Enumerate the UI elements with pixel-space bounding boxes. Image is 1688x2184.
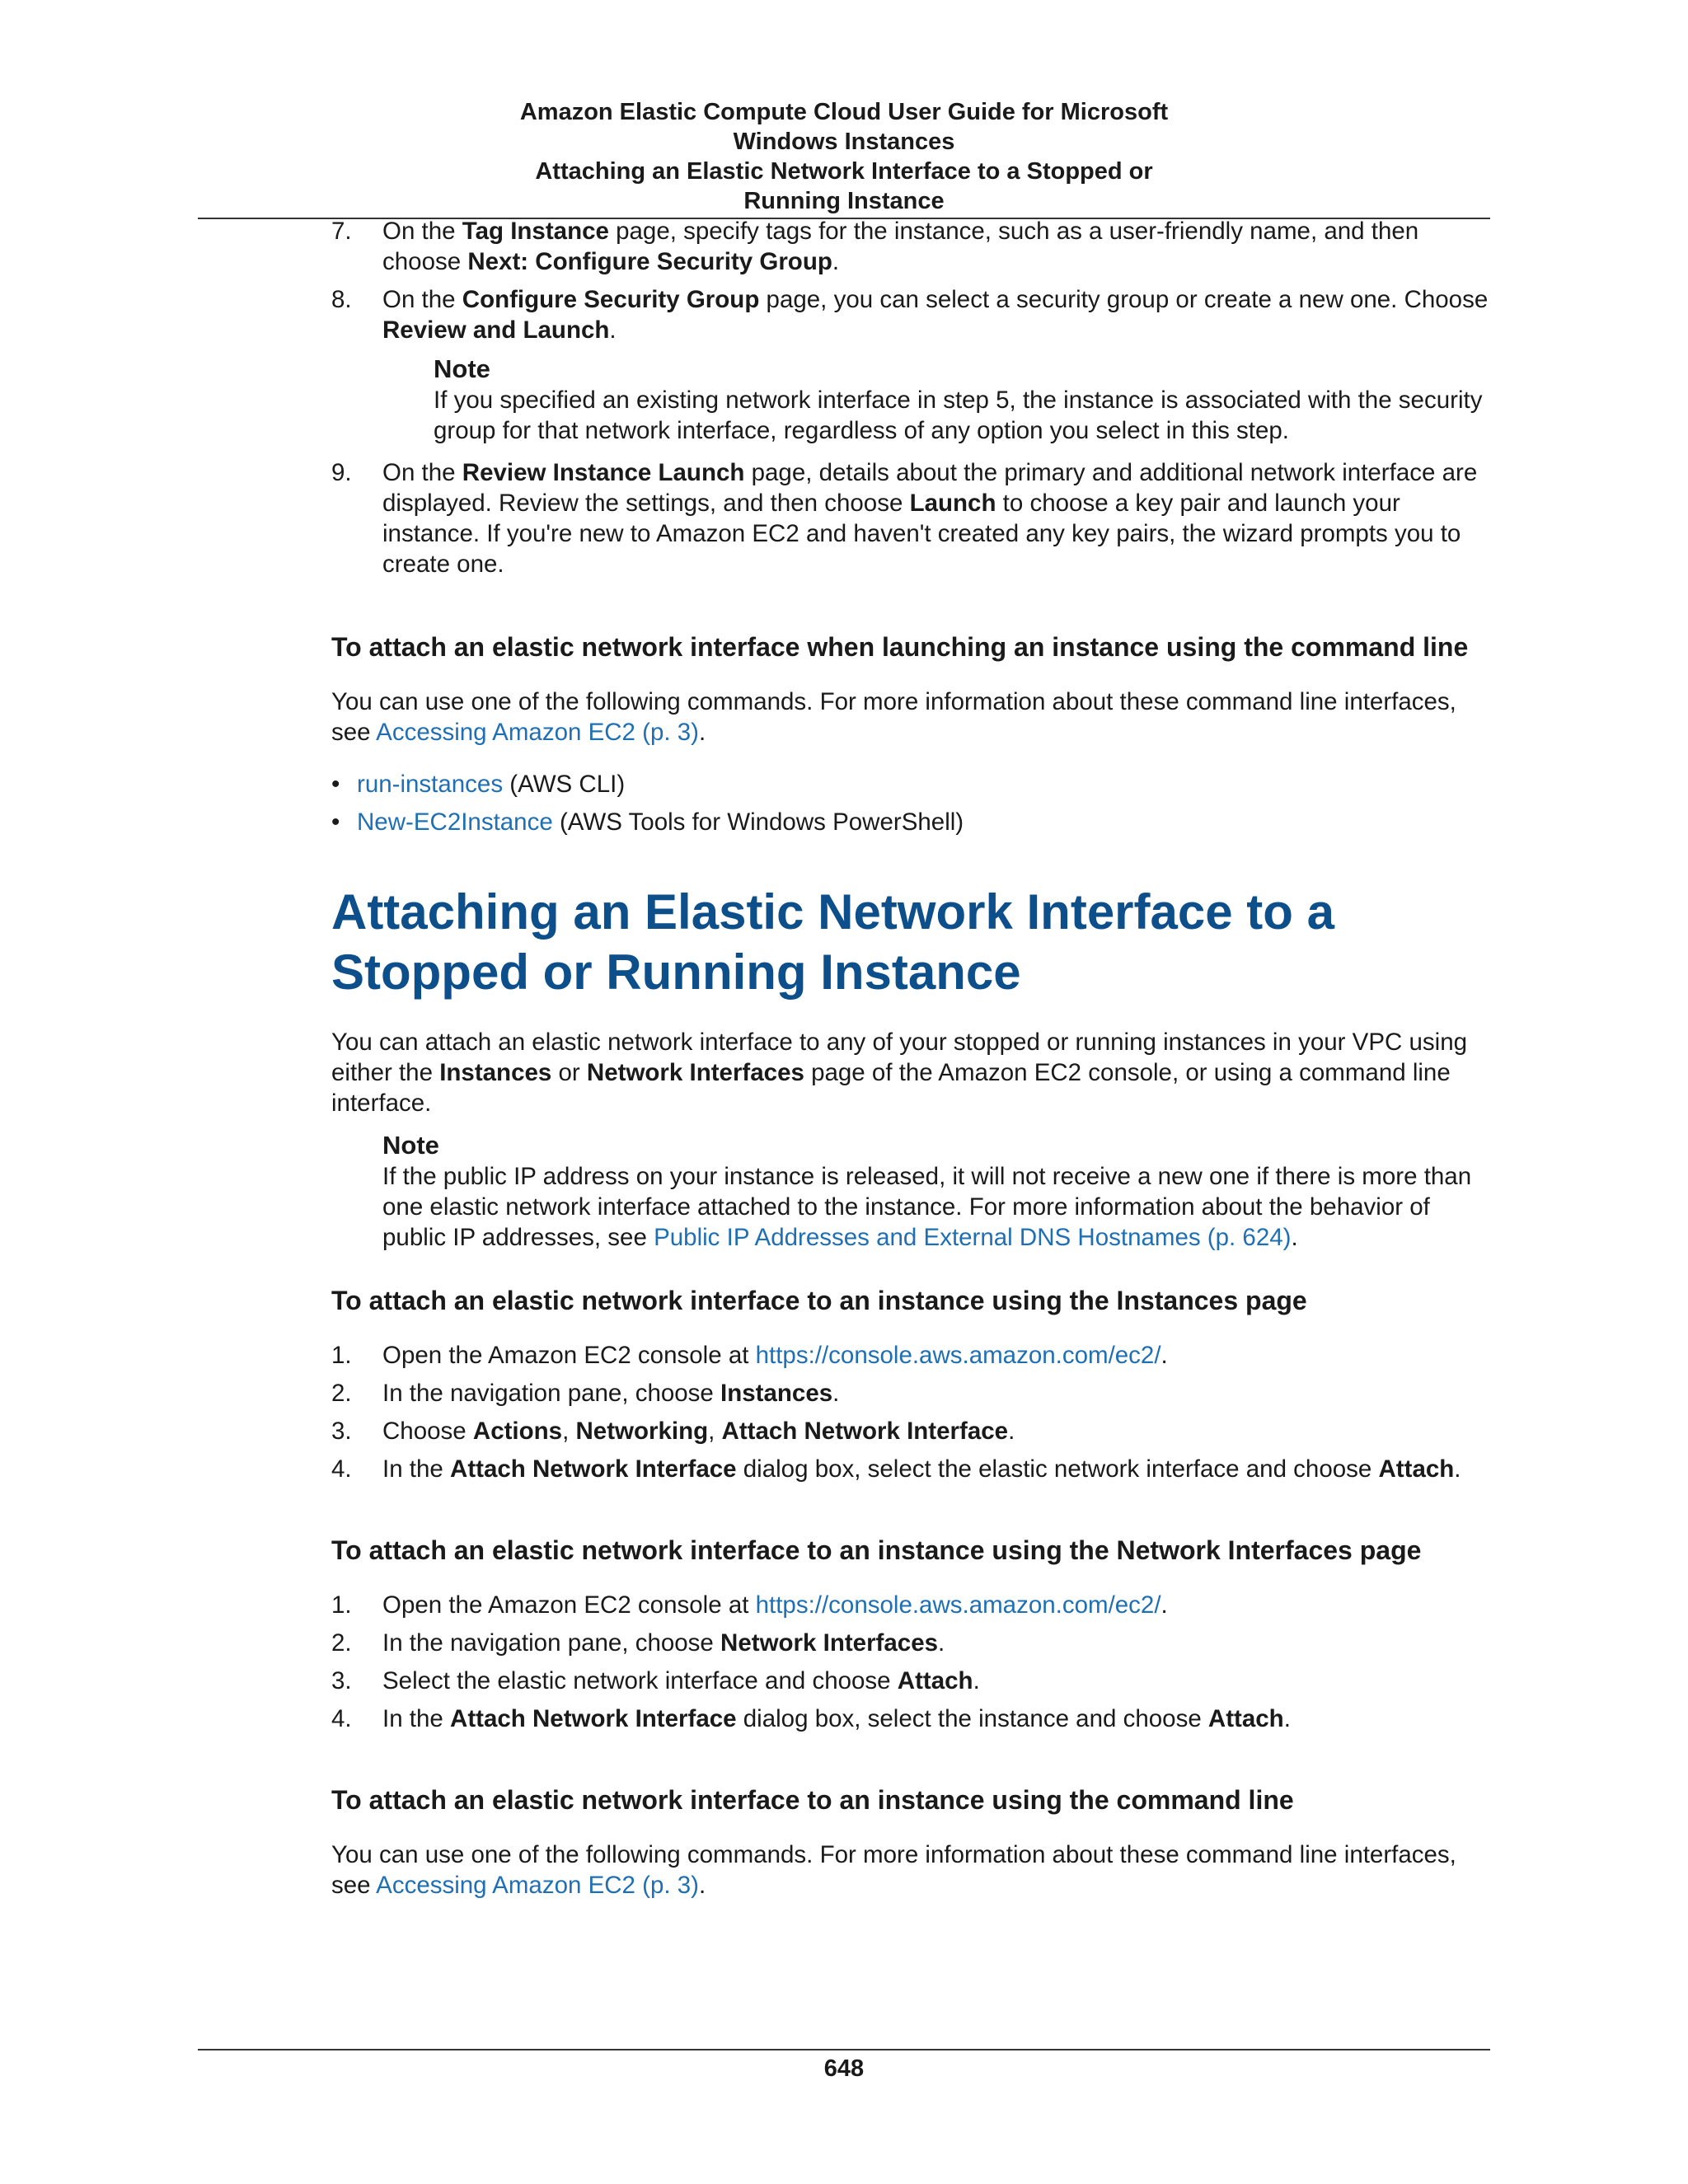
list-item: • run-instances (AWS CLI) [331, 771, 626, 798]
list-item: 3. Choose Actions, Networking, Attach Network Interface. [331, 1418, 1015, 1445]
list-item: 4. In the Attach Network Interface dialog box, select the instance and choose Attach. [331, 1705, 1291, 1732]
list-item: 8. On the Configure Security Group page, you can select a security group or create a new one. Choose Review and Launch. Note If you specified an existing network interface in step 5, the instance is associated with the security group for that network interface, regardless of any option you select in this step. [331, 284, 1490, 446]
note-text: If you specified an existing network interface in step 5, the instance is associated with the security group for that network interface, regardless of any option you select in this step. [434, 387, 1483, 444]
page-number: 648 [823, 2055, 865, 2082]
note-block [382, 1130, 1490, 1253]
page-content [331, 216, 1490, 1900]
paragraph: You can use one of the following commands. For more information about these command line interfaces, see Accessing Amazon EC2 (p. 3). [331, 1841, 1456, 1899]
list-item: 3. Select the elastic network interface and choose Attach. [331, 1667, 980, 1694]
link-new-ec2instance[interactable]: New-EC2Instance [357, 808, 553, 836]
command-list [331, 769, 1490, 837]
header-line-1: Amazon Elastic Compute Cloud User Guide for Microsoft [519, 99, 1169, 125]
list-item: 2. In the navigation pane, choose Instances. [331, 1380, 840, 1407]
list-item: 1. Open the Amazon EC2 console at https://console.aws.amazon.com/ec2/. [331, 1591, 1168, 1619]
header-line-3: Attaching an Elastic Network Interface to a Stopped or [535, 158, 1153, 185]
link-public-ip-addresses[interactable]: Public IP Addresses and External DNS Hostnames (p. 624) [654, 1224, 1292, 1251]
paragraph: You can attach an elastic network interface to any of your stopped or running instances in your VPC using either the Instances or Network Interfaces page of the Amazon EC2 console, or using a command line interface. [331, 1029, 1468, 1117]
paragraph: You can use one of the following commands. For more information about these command line interfaces, see Accessing Amazon EC2 (p. 3). [331, 688, 1456, 746]
procedure-heading-launch-cli: To attach an elastic network interface when launching an instance using the command line [331, 632, 1469, 662]
running-header [198, 97, 1490, 216]
procedure-heading-network-interfaces-page: To attach an elastic network interface to an instance using the Network Interfaces page [331, 1535, 1422, 1565]
procedure-heading-attach-cli: To attach an elastic network interface to an instance using the command line [331, 1785, 1294, 1815]
link-accessing-ec2[interactable]: Accessing Amazon EC2 (p. 3) [376, 1872, 700, 1899]
bullet-icon: • [331, 771, 340, 798]
section-title: Attaching an Elastic Network Interface to a Stopped or Running Instance [331, 884, 1334, 1000]
procedure-heading-instances-page: To attach an elastic network interface to an instance using the Instances page [331, 1286, 1307, 1315]
link-ec2-console[interactable]: https://console.aws.amazon.com/ec2/ [755, 1342, 1161, 1369]
footer-rule [198, 2049, 1490, 2050]
note-text: If the public IP address on your instance is released, it will not receive a new one if there is more than one elastic network interface attached to the instance. For more information about the behavior of public IP addresses, see Public IP Addresses and External DNS Hostnames (p. 624). [382, 1163, 1472, 1251]
note-title: Note [434, 354, 490, 383]
launch-steps-continued [331, 216, 1490, 579]
link-accessing-ec2[interactable]: Accessing Amazon EC2 (p. 3) [376, 719, 700, 746]
list-item: 1. Open the Amazon EC2 console at https://console.aws.amazon.com/ec2/. [331, 1342, 1168, 1369]
list-item: 9. On the Review Instance Launch page, details about the primary and additional network interface are displayed. Review the settings, and then choose Launch to choose a key pair and launch your instance. If you're new to Amazon EC2 and haven't created any key pairs, the wizard prompts you to create one. [331, 459, 1478, 578]
instances-page-steps [331, 1340, 1490, 1484]
list-item: 7. On the Tag Instance page, specify tags for the instance, such as a user-friendly name, and then choose Next: Configure Security Group. [331, 218, 1419, 275]
header-line-2: Windows Instances [733, 129, 955, 155]
link-run-instances[interactable]: run-instances [357, 771, 504, 798]
note-title: Note [382, 1131, 439, 1160]
header-line-4: Running Instance [743, 188, 945, 214]
bullet-icon: • [331, 808, 340, 836]
link-ec2-console[interactable]: https://console.aws.amazon.com/ec2/ [755, 1591, 1161, 1619]
note-block [434, 354, 1490, 446]
list-item: 4. In the Attach Network Interface dialog box, select the elastic network interface and choose Attach. [331, 1455, 1461, 1483]
list-item: 2. In the navigation pane, choose Network Interfaces. [331, 1629, 945, 1657]
network-interfaces-page-steps [331, 1590, 1490, 1734]
list-item: • New-EC2Instance (AWS Tools for Windows PowerShell) [331, 808, 964, 836]
